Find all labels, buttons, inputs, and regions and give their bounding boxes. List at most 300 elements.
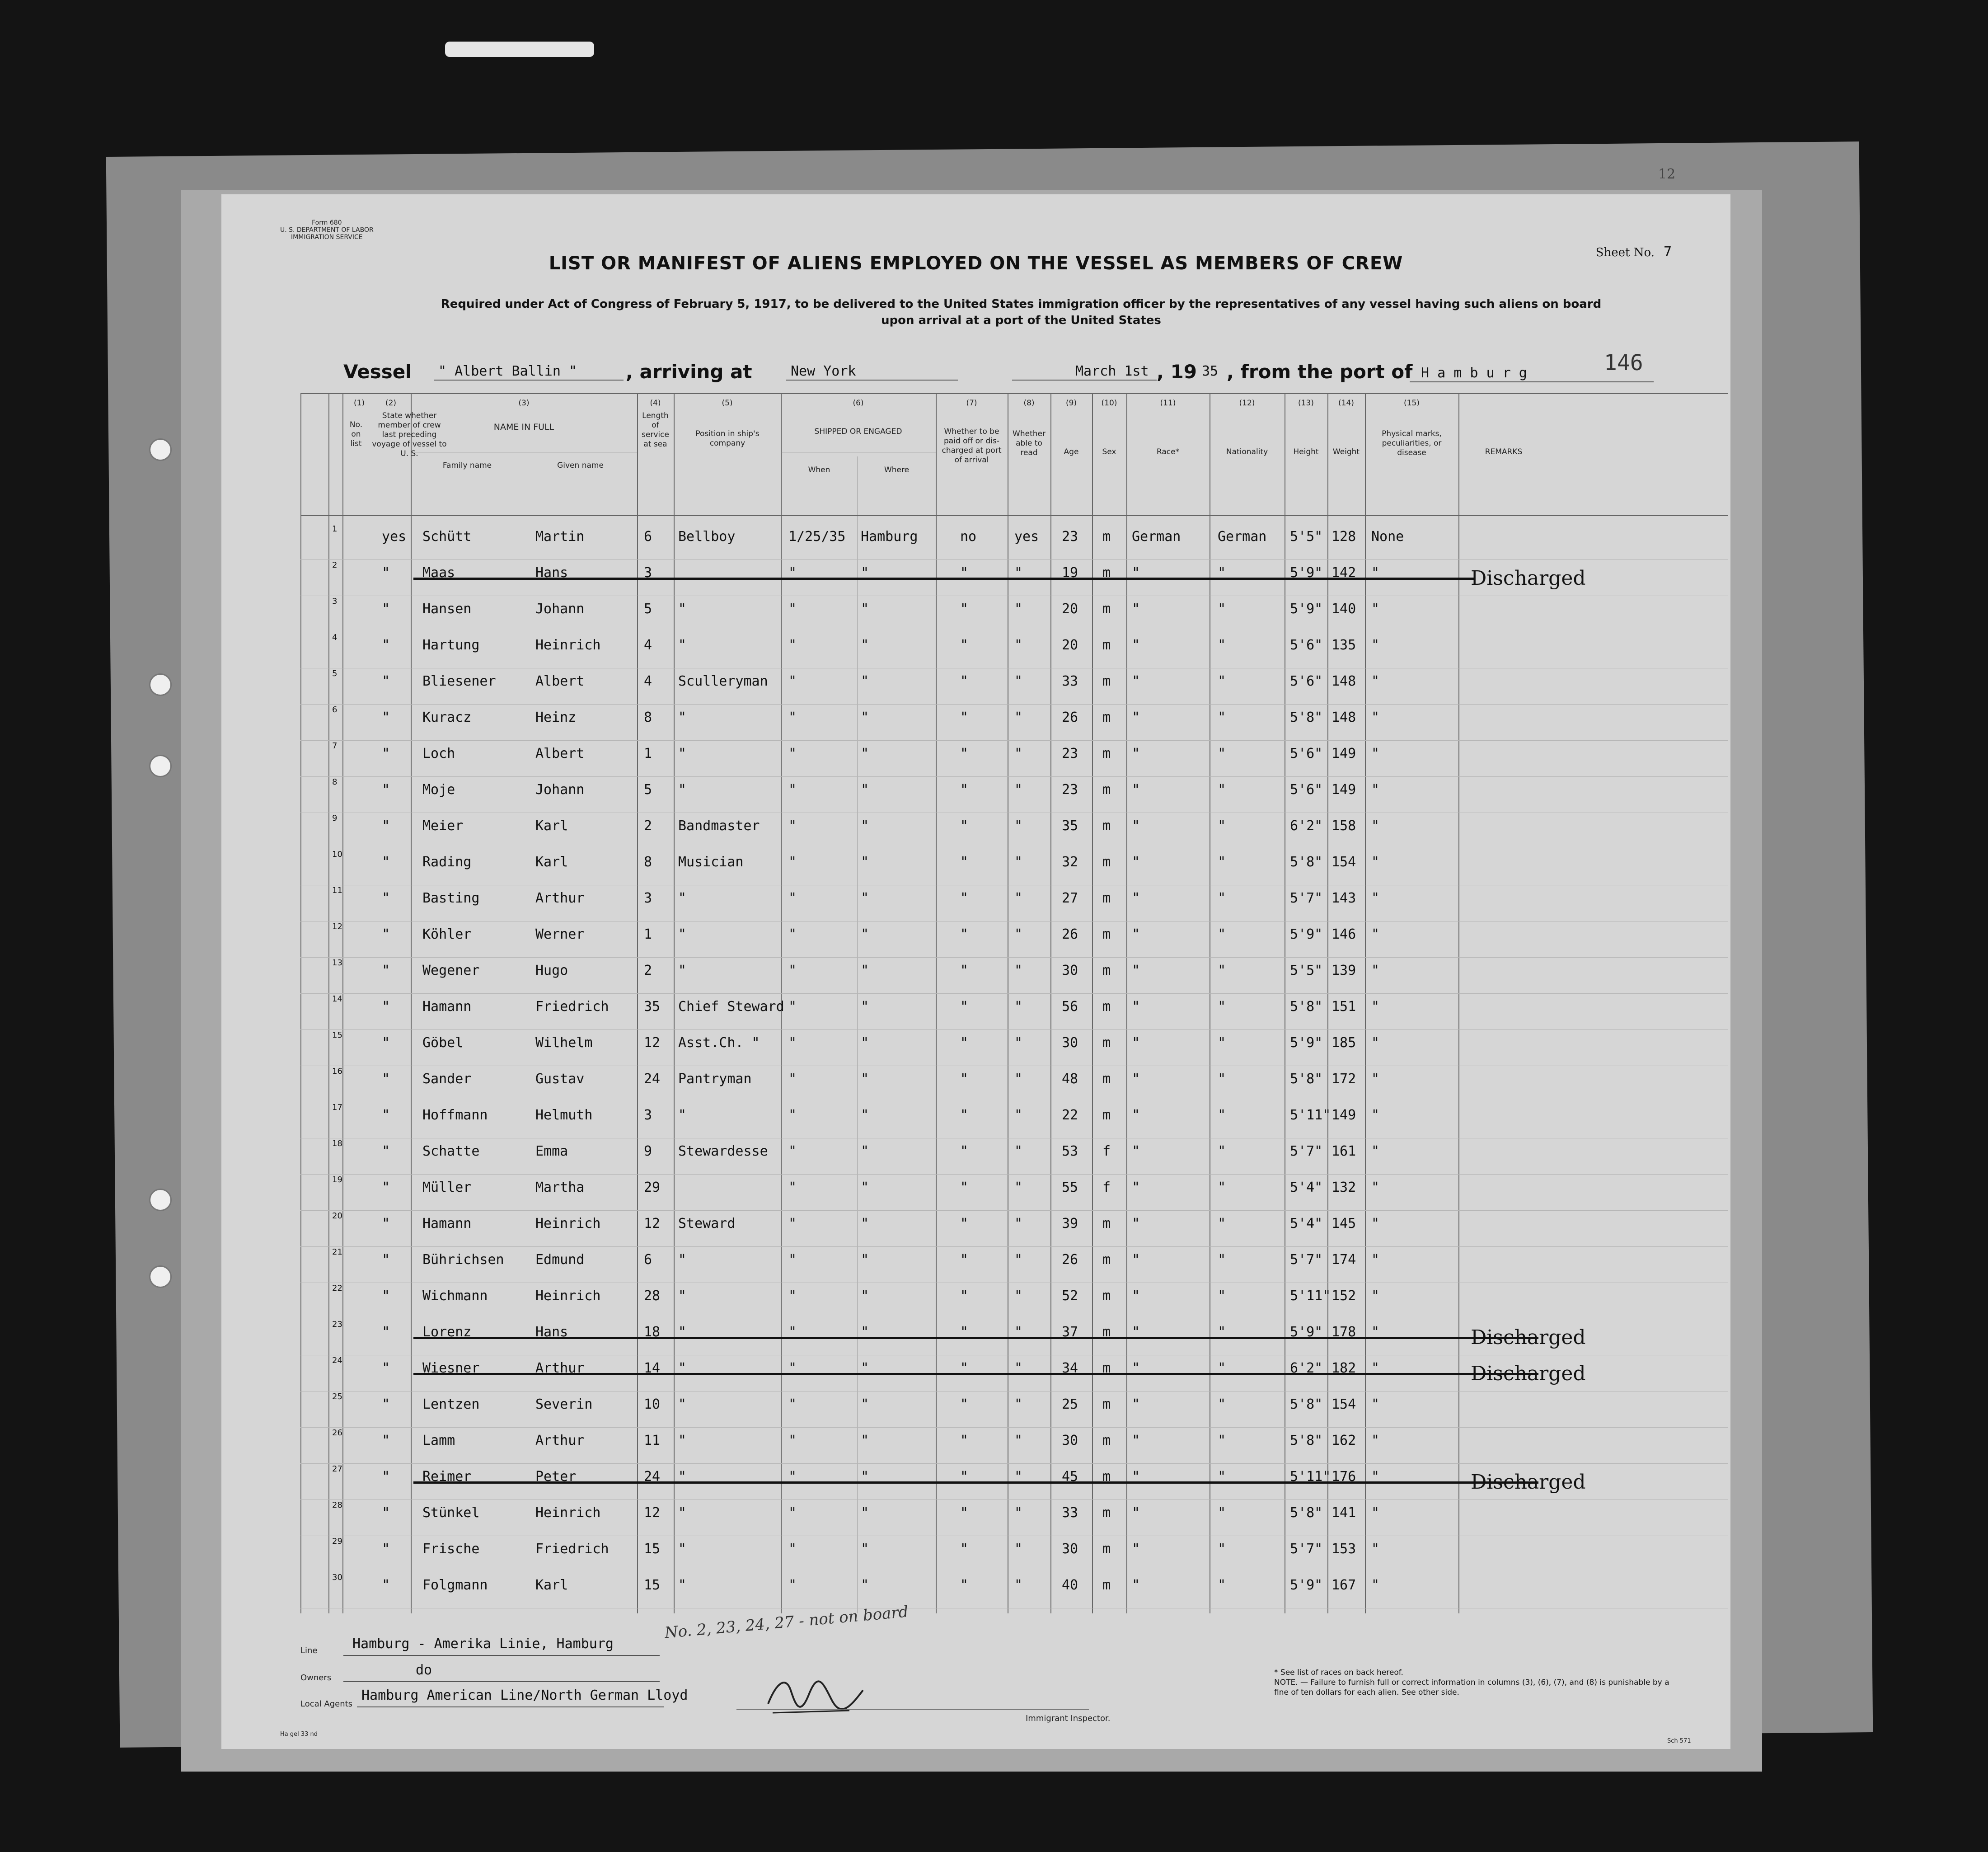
cell-nat: German (1218, 529, 1267, 545)
col-family-name: Family name (442, 461, 492, 470)
cell-race: " (1132, 1360, 1140, 1376)
cell-when: " (788, 710, 797, 725)
cell-weight: 185 (1332, 1035, 1356, 1051)
cell-weight: 148 (1332, 710, 1356, 725)
cell-position: Steward (678, 1216, 736, 1232)
cell-family: Sander (422, 1071, 472, 1087)
handwritten-note: No. 2, 23, 24, 27 - not on board (664, 1603, 909, 1642)
cell-sex: m (1102, 1324, 1111, 1340)
cell-sex: m (1102, 890, 1111, 906)
cell-paid: " (960, 637, 969, 653)
cell-marks: " (1371, 1216, 1380, 1232)
cell-given: Johann (535, 782, 585, 798)
cell-age: 30 (1062, 1433, 1078, 1448)
cell-prev: " (382, 854, 390, 870)
cell-position: Sculleryman (678, 673, 768, 689)
cell-sex: m (1102, 565, 1111, 581)
cell-race: " (1132, 1143, 1140, 1159)
cell-read: " (1014, 673, 1023, 689)
strikethrough-line (413, 1337, 1538, 1339)
cell-nat: " (1218, 1143, 1226, 1159)
table-row (300, 524, 1728, 560)
table-row (300, 1392, 1728, 1428)
remark-discharged: Discharged (1471, 1362, 1586, 1385)
cell-position: Musician (678, 854, 744, 870)
cell-race: " (1132, 1577, 1140, 1593)
cell-prev: " (382, 1505, 390, 1521)
cell-read: " (1014, 854, 1023, 870)
cell-marks: " (1371, 1469, 1380, 1485)
cell-family: Moje (422, 782, 455, 798)
cell-nat: " (1218, 1505, 1226, 1521)
cell-paid: " (960, 1396, 969, 1412)
cell-weight: 132 (1332, 1180, 1356, 1195)
table-row (300, 958, 1728, 994)
cell-age: 23 (1062, 529, 1078, 545)
cell-position: " (678, 601, 687, 617)
cell-age: 52 (1062, 1288, 1078, 1304)
cell-age: 30 (1062, 1541, 1078, 1557)
cell-read: " (1014, 1469, 1023, 1485)
cell-when: " (788, 1180, 797, 1195)
cell-paid: " (960, 1180, 969, 1195)
cell-height: 5'9" (1290, 926, 1323, 942)
cell-age: 53 (1062, 1143, 1078, 1159)
cell-paid: " (960, 782, 969, 798)
cell-given: Edmund (535, 1252, 585, 1268)
cell-nat: " (1218, 818, 1226, 834)
cell-weight: 162 (1332, 1433, 1356, 1448)
table-row (300, 994, 1728, 1030)
cell-read: " (1014, 890, 1023, 906)
cell-prev: " (382, 1216, 390, 1232)
cell-no: 27 (332, 1464, 342, 1474)
cell-service: 2 (644, 818, 652, 834)
col-no: No. on list (349, 420, 363, 448)
arrival-year: 35 (1202, 363, 1219, 379)
cell-weight: 141 (1332, 1505, 1356, 1521)
cell-weight: 142 (1332, 565, 1356, 581)
cell-weight: 128 (1332, 529, 1356, 545)
cell-sex: m (1102, 1288, 1111, 1304)
cell-family: Schütt (422, 529, 472, 545)
cell-height: 5'8" (1290, 1505, 1323, 1521)
cell-age: 32 (1062, 854, 1078, 870)
cell-nat: " (1218, 782, 1226, 798)
cell-nat: " (1218, 746, 1226, 761)
cell-no: 30 (332, 1573, 342, 1582)
col-paid-off: Whether to be paid off or dis-charged at port of arrival (942, 427, 1002, 465)
cell-height: 6'2" (1290, 818, 1323, 834)
cell-race: " (1132, 746, 1140, 761)
cell-given: Wilhelm (535, 1035, 593, 1051)
cell-marks: " (1371, 601, 1380, 617)
cell-no: 9 (332, 813, 338, 823)
cell-no: 1 (332, 524, 338, 534)
cell-prev: " (382, 963, 390, 978)
cell-nat: " (1218, 1360, 1226, 1376)
cell-position: " (678, 637, 687, 653)
cell-when: " (788, 1071, 797, 1087)
cell-service: 8 (644, 854, 652, 870)
cell-no: 29 (332, 1537, 342, 1546)
cell-paid: " (960, 1216, 969, 1232)
cell-no: 7 (332, 741, 338, 751)
cell-position: " (678, 746, 687, 761)
cell-where: " (861, 854, 869, 870)
cell-prev: " (382, 1324, 390, 1340)
inspector-signature (759, 1672, 867, 1722)
cell-position: " (678, 1107, 687, 1123)
cell-where: " (861, 601, 869, 617)
cell-sex: m (1102, 637, 1111, 653)
cell-prev: " (382, 999, 390, 1015)
cell-prev: " (382, 673, 390, 689)
cell-sex: m (1102, 746, 1111, 761)
cell-race: " (1132, 890, 1140, 906)
cell-no: 18 (332, 1139, 342, 1148)
cell-no: 24 (332, 1356, 342, 1365)
cell-sex: m (1102, 601, 1111, 617)
cell-weight: 172 (1332, 1071, 1356, 1087)
cell-height: 5'8" (1290, 1071, 1323, 1087)
cell-read: " (1014, 1396, 1023, 1412)
cell-position: Asst.Ch. " (678, 1035, 760, 1051)
cell-sex: m (1102, 854, 1111, 870)
cell-service: 1 (644, 926, 652, 942)
cell-position: " (678, 1396, 687, 1412)
table-row (300, 1428, 1728, 1464)
cell-when: " (788, 1541, 797, 1557)
cell-nat: " (1218, 637, 1226, 653)
cell-race: " (1132, 565, 1140, 581)
cell-service: 2 (644, 963, 652, 978)
cell-where: " (861, 1143, 869, 1159)
binder-hole (149, 1265, 172, 1288)
table-row (300, 1067, 1728, 1103)
cell-position: " (678, 1360, 687, 1376)
cell-service: 6 (644, 1252, 652, 1268)
cell-service: 5 (644, 601, 652, 617)
table-row (300, 560, 1728, 597)
table-row (300, 1464, 1728, 1500)
cell-sex: m (1102, 926, 1111, 942)
cell-given: Johann (535, 601, 585, 617)
cell-sex: m (1102, 710, 1111, 725)
cell-no: 6 (332, 705, 338, 714)
cell-where: " (861, 1252, 869, 1268)
remark-discharged: Discharged (1471, 1326, 1586, 1349)
cell-service: 15 (644, 1577, 661, 1593)
cell-where: " (861, 782, 869, 798)
cell-sex: m (1102, 1216, 1111, 1232)
cell-height: 5'9" (1290, 1577, 1323, 1593)
cell-no: 20 (332, 1211, 342, 1221)
cell-family: Reimer (422, 1469, 472, 1485)
cell-weight: 178 (1332, 1324, 1356, 1340)
cell-family: Hansen (422, 601, 472, 617)
cell-sex: f (1102, 1143, 1111, 1159)
col-name: NAME IN FULL (493, 422, 554, 432)
cell-weight: 174 (1332, 1252, 1356, 1268)
cell-marks: " (1371, 782, 1380, 798)
cell-when: " (788, 782, 797, 798)
cell-sex: m (1102, 782, 1111, 798)
cell-when: " (788, 637, 797, 653)
cell-no: 10 (332, 850, 342, 859)
cell-weight: 182 (1332, 1360, 1356, 1376)
cell-given: Arthur (535, 890, 585, 906)
cell-marks: " (1371, 565, 1380, 581)
cell-read: " (1014, 1143, 1023, 1159)
cell-paid: " (960, 963, 969, 978)
cell-paid: " (960, 1324, 969, 1340)
cell-position: Bandmaster (678, 818, 760, 834)
cell-race: " (1132, 1324, 1140, 1340)
cell-where: " (861, 818, 869, 834)
cell-sex: m (1102, 1505, 1111, 1521)
cell-prev: " (382, 1469, 390, 1485)
cell-service: 18 (644, 1324, 661, 1340)
cell-height: 5'9" (1290, 1035, 1323, 1051)
cell-nat: " (1218, 963, 1226, 978)
cell-read: " (1014, 1433, 1023, 1448)
cell-nat: " (1218, 1469, 1226, 1485)
cell-when: " (788, 890, 797, 906)
cell-race: " (1132, 926, 1140, 942)
cell-nat: " (1218, 673, 1226, 689)
cell-marks: " (1371, 854, 1380, 870)
cell-height: 5'7" (1290, 1143, 1323, 1159)
cell-read: " (1014, 746, 1023, 761)
cell-prev: " (382, 782, 390, 798)
cell-height: 5'4" (1290, 1216, 1323, 1232)
table-row (300, 1320, 1728, 1356)
cell-race: " (1132, 673, 1140, 689)
cell-age: 34 (1062, 1360, 1078, 1376)
cell-height: 5'6" (1290, 746, 1323, 761)
cell-nat: " (1218, 1071, 1226, 1087)
cell-marks: " (1371, 1107, 1380, 1123)
cell-race: " (1132, 1469, 1140, 1485)
col-position: Position in ship's company (695, 429, 760, 448)
cell-weight: 154 (1332, 854, 1356, 870)
cell-read: " (1014, 637, 1023, 653)
cell-where: " (861, 1360, 869, 1376)
cell-service: 4 (644, 637, 652, 653)
cell-position: Pantryman (678, 1071, 752, 1087)
cell-read: " (1014, 818, 1023, 834)
cell-height: 5'9" (1290, 601, 1323, 617)
cell-no: 13 (332, 958, 342, 968)
cell-sex: m (1102, 1433, 1111, 1448)
cell-prev: " (382, 1071, 390, 1087)
cell-position: " (678, 1252, 687, 1268)
table-row (300, 813, 1728, 850)
cell-weight: 154 (1332, 1396, 1356, 1412)
cell-paid: " (960, 673, 969, 689)
cell-paid: " (960, 1071, 969, 1087)
cell-no: 22 (332, 1283, 342, 1293)
col-age: Age (1064, 447, 1079, 456)
cell-no: 14 (332, 994, 342, 1004)
cell-no: 15 (332, 1030, 342, 1040)
cell-marks: " (1371, 1577, 1380, 1593)
cell-prev: " (382, 1252, 390, 1268)
cell-sex: m (1102, 1469, 1111, 1485)
cell-age: 20 (1062, 601, 1078, 617)
cell-paid: " (960, 999, 969, 1015)
cell-nat: " (1218, 999, 1226, 1015)
cell-marks: " (1371, 637, 1380, 653)
cell-age: 48 (1062, 1071, 1078, 1087)
cell-sex: m (1102, 1396, 1111, 1412)
table-row (300, 1211, 1728, 1247)
cell-race: " (1132, 1107, 1140, 1123)
cell-race: " (1132, 818, 1140, 834)
cell-race: " (1132, 1505, 1140, 1521)
cell-given: Werner (535, 926, 585, 942)
cell-given: Gustav (535, 1071, 585, 1087)
cell-service: 12 (644, 1216, 661, 1232)
cell-age: 30 (1062, 1035, 1078, 1051)
col-previous-voyage: State whether member of crew last preceding voyage of vessel to U. S. (372, 411, 447, 458)
cell-position: " (678, 1541, 687, 1557)
cell-nat: " (1218, 1324, 1226, 1340)
cell-read: " (1014, 1577, 1023, 1593)
cell-service: 9 (644, 1143, 652, 1159)
cell-given: Karl (535, 854, 568, 870)
cell-family: Lamm (422, 1433, 455, 1448)
cell-service: 14 (644, 1360, 661, 1376)
cell-race: " (1132, 1288, 1140, 1304)
cell-given: Martha (535, 1180, 585, 1195)
cell-age: 30 (1062, 963, 1078, 978)
cell-where: " (861, 710, 869, 725)
cell-position: " (678, 782, 687, 798)
cell-no: 8 (332, 777, 338, 787)
cell-weight: 140 (1332, 601, 1356, 617)
cell-age: 25 (1062, 1396, 1078, 1412)
cell-nat: " (1218, 890, 1226, 906)
col-where: Where (884, 465, 910, 475)
cell-marks: " (1371, 1252, 1380, 1268)
cell-where: " (861, 1396, 869, 1412)
cell-paid: " (960, 746, 969, 761)
cell-read: " (1014, 1505, 1023, 1521)
cell-position: " (678, 710, 687, 725)
cell-marks: " (1371, 1360, 1380, 1376)
cell-given: Friedrich (535, 999, 609, 1015)
cell-age: 37 (1062, 1324, 1078, 1340)
cell-race: " (1132, 999, 1140, 1015)
cell-family: Lentzen (422, 1396, 480, 1412)
cell-when: " (788, 1577, 797, 1593)
cell-nat: " (1218, 601, 1226, 617)
cell-age: 39 (1062, 1216, 1078, 1232)
cell-family: Wichmann (422, 1288, 488, 1304)
cell-sex: m (1102, 1577, 1111, 1593)
cell-height: 5'9" (1290, 1324, 1323, 1340)
cell-paid: " (960, 1107, 969, 1123)
table-row (300, 922, 1728, 958)
cell-given: Hans (535, 565, 568, 581)
cell-nat: " (1218, 1541, 1226, 1557)
cell-no: 11 (332, 886, 342, 895)
cell-read: " (1014, 1035, 1023, 1051)
cell-read: " (1014, 1360, 1023, 1376)
cell-race: " (1132, 1252, 1140, 1268)
paper-clip (445, 42, 594, 57)
cell-marks: " (1371, 710, 1380, 725)
cell-prev: " (382, 926, 390, 942)
cell-age: 27 (1062, 890, 1078, 906)
cell-where: " (861, 1180, 869, 1195)
col-read: Whether able to read (1013, 429, 1046, 457)
cell-prev: " (382, 818, 390, 834)
cell-read: " (1014, 1071, 1023, 1087)
col-race: Race* (1156, 447, 1180, 456)
cell-no: 26 (332, 1428, 342, 1438)
cell-marks: " (1371, 818, 1380, 834)
cell-prev: yes (382, 529, 407, 545)
cell-height: 5'6" (1290, 782, 1323, 798)
cell-when: " (788, 1505, 797, 1521)
cell-family: Folgmann (422, 1577, 488, 1593)
cell-sex: m (1102, 999, 1111, 1015)
cell-position: " (678, 1505, 687, 1521)
cell-age: 26 (1062, 710, 1078, 725)
cell-paid: " (960, 1252, 969, 1268)
footer-notes: * See list of races on back hereof. NOTE. — Failure to furnish full or correct information in columns (3), (6), (7), and (8) is punishable by a fine of ten dollars for each alien. See other side. (1274, 1668, 1669, 1697)
cell-given: Heinrich (535, 637, 601, 653)
cell-age: 20 (1062, 637, 1078, 653)
cell-marks: " (1371, 746, 1380, 761)
cell-age: 23 (1062, 746, 1078, 761)
cell-marks: " (1371, 1541, 1380, 1557)
cell-age: 23 (1062, 782, 1078, 798)
cell-read: " (1014, 782, 1023, 798)
table-row (300, 597, 1728, 633)
binder-hole (149, 673, 172, 696)
cell-nat: " (1218, 1396, 1226, 1412)
cell-position: Bellboy (678, 529, 736, 545)
cell-race: " (1132, 1035, 1140, 1051)
cell-weight: 135 (1332, 637, 1356, 653)
cell-given: Arthur (535, 1360, 585, 1376)
cell-height: 5'11" (1290, 1469, 1331, 1485)
cell-read: " (1014, 963, 1023, 978)
cell-when: " (788, 565, 797, 581)
cell-no: 17 (332, 1103, 342, 1112)
cell-service: 4 (644, 673, 652, 689)
cell-nat: " (1218, 710, 1226, 725)
cell-sex: m (1102, 1107, 1111, 1123)
cell-where: " (861, 1541, 869, 1557)
cell-service: 15 (644, 1541, 661, 1557)
cell-no: 25 (332, 1392, 342, 1401)
cell-service: 28 (644, 1288, 661, 1304)
table-row (300, 1537, 1728, 1573)
cell-where: " (861, 673, 869, 689)
line-value: Hamburg - Amerika Linie, Hamburg (352, 1636, 614, 1652)
cell-nat: " (1218, 854, 1226, 870)
cell-prev: " (382, 710, 390, 725)
cell-family: Frische (422, 1541, 480, 1557)
cell-family: Bliesener (422, 673, 496, 689)
binder-hole (149, 438, 172, 461)
cell-given: Martin (535, 529, 585, 545)
